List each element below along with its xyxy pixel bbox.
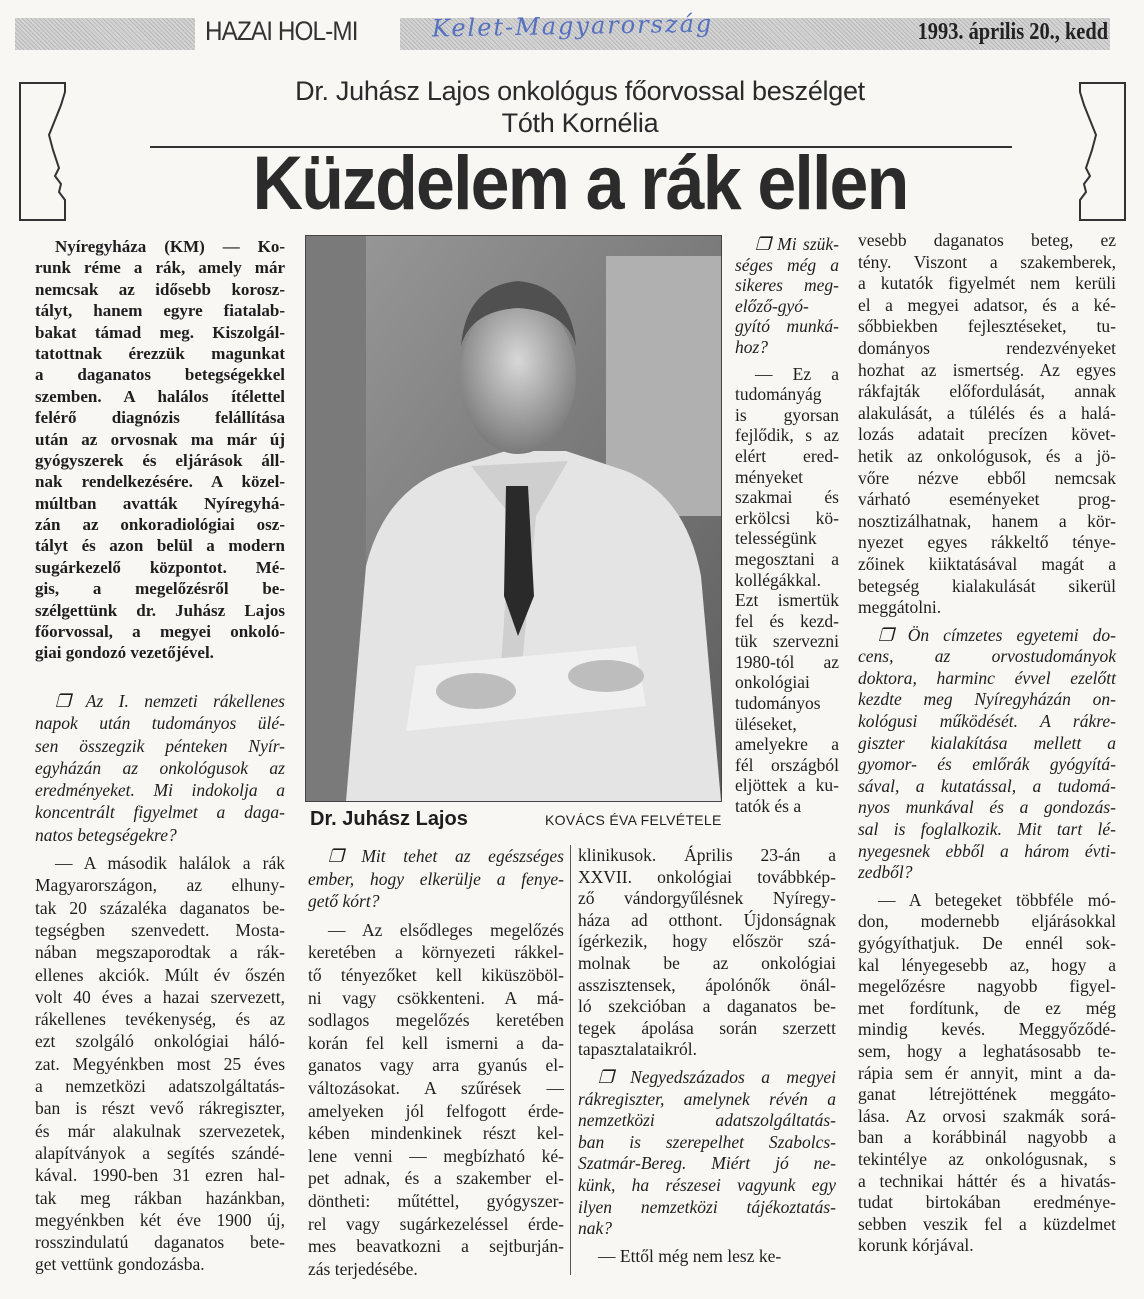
paragraph xyxy=(858,230,1116,619)
text-line: erkölcsi kö- xyxy=(735,507,839,528)
photo-credit: KOVÁCS ÉVA FELVÉTELE xyxy=(545,812,722,828)
text-line: tudat birtokában eredménye- xyxy=(858,1192,1116,1213)
text-line: lozás adatait precízen követ- xyxy=(858,424,1116,445)
text-line: vőre nézve ebből nemcsak xyxy=(858,467,1116,488)
text-line: nosztizálhatnak, hanem a kör- xyxy=(858,510,1116,531)
text-line: betegség kialakulását sikerül xyxy=(858,575,1116,596)
text-line: is gyorsan xyxy=(735,404,839,425)
text-line: tatók és a xyxy=(735,796,802,817)
text-line: runk réme a rák, amely már xyxy=(35,258,285,278)
text-line: tak 20 százaléka daganatos be- xyxy=(35,897,285,918)
text-line: Ezt ismertük xyxy=(735,590,839,611)
text-line: zás terjedésébe. xyxy=(308,1258,418,1279)
text-line: sal is foglalkozik. Mit tart lé- xyxy=(858,819,1116,840)
text-line: — Ez a xyxy=(755,363,839,384)
text-line: hetik az onkológusok, és a jö- xyxy=(858,445,1116,466)
paragraph xyxy=(35,236,285,664)
text-line: Szatmár-Bereg. Miért jó ne- xyxy=(578,1153,836,1174)
text-line: rápia sem ér annyit, mint a da- xyxy=(858,1062,1116,1083)
text-line: koncentrált figyelmet a daga- xyxy=(35,802,285,823)
text-line: kezdte meg Nyíregyházán on- xyxy=(858,689,1116,710)
text-line: keretében a környezeti rákkel- xyxy=(308,942,564,963)
text-line: hozhat az ismertség. Az egyes xyxy=(858,359,1116,380)
text-line: pet adnak, és a szakember el- xyxy=(308,1168,564,1189)
text-line: kával. 1990-ben 31 ezren hal- xyxy=(35,1165,285,1186)
text-line: után az orvosnak ma már új xyxy=(35,429,285,449)
handwritten-note: Kelet-Magyarország xyxy=(431,9,714,43)
text-line: lása. Az orvosi szakmák sorá- xyxy=(858,1105,1116,1126)
text-line: ilyen nemzetközi tájékoztatás- xyxy=(578,1196,836,1217)
text-line: nemcsak az idősebb korosz- xyxy=(35,279,285,299)
text-line: ményeket xyxy=(735,466,804,487)
text-line: — A második halálok a rák xyxy=(55,853,285,874)
text-line: — Az elsődleges megelőzés xyxy=(328,919,564,940)
text-line: zán az onkoradiológiai osz- xyxy=(35,515,285,535)
text-line: tekintélye az onkológusnak, s xyxy=(858,1148,1116,1169)
text-line: nyezet egyes rákkeltő ténye- xyxy=(858,532,1116,553)
text-line: séges még a xyxy=(735,254,839,275)
text-line: nában megszaporodtak a rák- xyxy=(35,942,285,963)
column-narrow xyxy=(735,234,839,823)
text-line: kollégákkal. xyxy=(735,569,822,590)
column-2 xyxy=(308,845,564,1286)
text-line: kal lényegesebb az, hogy a xyxy=(858,954,1116,975)
text-line: és már alakulnak szervezetek, xyxy=(35,1120,285,1141)
text-line: — Ettől még nem lesz ke- xyxy=(598,1245,782,1266)
question-paragraph xyxy=(578,1067,836,1240)
text-line: tegek ápolása során szerzett xyxy=(578,1017,836,1038)
text-line: sikeres meg- xyxy=(735,275,839,296)
text-line: ígérkezik, hogy először szá- xyxy=(578,931,836,952)
text-line: sebben veszik fel a küzdelmet xyxy=(858,1213,1116,1234)
headline: Küzdelem a rák ellen xyxy=(252,141,908,226)
text-line: a nemzetközi adatszolgáltatás- xyxy=(35,1076,285,1097)
text-line: lene venni — megbízható ké- xyxy=(308,1145,564,1166)
face-profile-left-icon xyxy=(15,80,75,225)
column-intro xyxy=(35,236,285,670)
text-line: mindig kevés. Meggyőződé- xyxy=(858,1019,1116,1040)
text-line: rákregiszter, amelynek révén a xyxy=(578,1088,836,1109)
text-line: meggátolni. xyxy=(858,597,942,618)
text-line: ember, hogy elkerülje a fenye- xyxy=(308,868,564,889)
text-line: 1980-tól az xyxy=(735,651,839,672)
text-line: eredményeket. Mi indokolja a xyxy=(35,780,285,801)
text-line: ban a korábbinál nagyobb a xyxy=(858,1127,1116,1148)
text-line: giszter kialakítása mellett a xyxy=(858,732,1116,753)
text-line: don, modernebb eljárásokkal xyxy=(858,911,1116,932)
text-line: alapítványok a segítés szándé- xyxy=(35,1142,285,1163)
text-line: sodlagos megelőzés keretében xyxy=(308,1010,564,1031)
text-line: sőbbiekben fejlesztéseket, tu- xyxy=(858,316,1116,337)
text-line: asszisztensek, ápolónők önál- xyxy=(578,974,836,995)
text-line: tudományos xyxy=(735,693,821,714)
text-line: ző vándorgyűlésnek Nyíregy- xyxy=(578,888,836,909)
text-line: a technikai háttér és a hivatás- xyxy=(858,1170,1116,1191)
text-line: korunk kórjával. xyxy=(858,1235,974,1256)
text-line: klinikusok. Április 23-án a xyxy=(578,845,836,865)
text-line: telességünk xyxy=(735,528,817,549)
text-line: mes beavatkozni a sejtburján- xyxy=(308,1236,564,1257)
paragraph xyxy=(308,919,564,1281)
text-line: tapasztalataikról. xyxy=(578,1039,698,1060)
text-line: változásokat. A szűrések — xyxy=(308,1077,564,1098)
portrait-photo xyxy=(305,235,722,802)
text-line: hoz? xyxy=(735,336,769,357)
text-line: Nyíregyháza (KM) — Ko- xyxy=(55,237,285,256)
header-texture-left xyxy=(15,18,195,50)
text-line: el a megyei adatsor, és a ké- xyxy=(858,294,1116,315)
section-title: HAZAI HOL-MI xyxy=(205,16,358,46)
text-line: főorvossal, a megyei onkoló- xyxy=(35,622,285,642)
text-line: nyegesnek ebből a három évti- xyxy=(858,840,1116,861)
text-line: Magyarországon, az elhuny- xyxy=(35,875,285,896)
text-line: tatottnak érezzük magunkat xyxy=(35,343,285,363)
text-line: fel és kezd- xyxy=(735,610,839,631)
column-rule xyxy=(570,845,571,1275)
text-line: előző-gyó- xyxy=(735,295,809,316)
byline-interviewee: Dr. Juhász Lajos onkológus főorvossal beszélget xyxy=(295,76,865,106)
text-line: tályt és azon belül a modern xyxy=(35,536,285,556)
text-line: tény. Viszont a szakemberek, xyxy=(858,251,1116,272)
text-line: kében mindenkinek részt kel- xyxy=(308,1123,564,1144)
text-line: amelyeken jól felfogott érde- xyxy=(308,1100,564,1121)
text-line: tegségben szenvedett. Mosta- xyxy=(35,919,285,940)
text-line: tályt, hanem egyre fiatalab- xyxy=(35,301,285,321)
text-line: múltban avatták Nyíregyhá- xyxy=(35,493,285,513)
text-line: ❐ Mit tehet az egészséges xyxy=(328,846,564,866)
text-line: szemben. A halálos ítélettel xyxy=(35,386,285,406)
text-line: sem, hogy a leghatásosabb te- xyxy=(858,1040,1116,1061)
paragraph xyxy=(578,845,836,1061)
text-line: natos betegségekre? xyxy=(35,824,177,845)
text-line: kológusi működését. A rákre- xyxy=(858,711,1116,732)
text-line: alakulását, a túlélés és a halá- xyxy=(858,402,1116,423)
text-line: sával, a kutatással, a tudomá- xyxy=(858,775,1116,796)
text-line: künk, ha részesei vagyunk egy xyxy=(578,1174,836,1195)
text-line: giai gondozó vezetőjével. xyxy=(35,643,214,663)
paragraph xyxy=(35,852,285,1276)
text-line: zőinek kiiktatásával magát a xyxy=(858,553,1116,574)
text-line: nak rendelkezésére. A közel- xyxy=(35,472,285,492)
text-line: bakat támad meg. Kiszolgál- xyxy=(35,322,285,342)
text-line: amelyekre a xyxy=(735,734,839,755)
paragraph xyxy=(578,1246,836,1268)
text-line: nyos munkával és a gondozás- xyxy=(858,797,1116,818)
text-line: gyomor- és emlőrák gyógyítá- xyxy=(858,754,1116,775)
text-line: ni vagy csökkenteni. A má- xyxy=(308,987,564,1008)
text-line: megosztani a xyxy=(735,548,839,569)
text-line: fél országból xyxy=(735,754,839,775)
text-line: zat. Megyénkben most 25 éves xyxy=(35,1053,285,1074)
text-line: XXVII. onkológiai továbbkép- xyxy=(578,866,836,887)
text-line: nak? xyxy=(578,1218,613,1239)
text-line: zedből? xyxy=(858,862,913,883)
text-line: gis, a megelőzésről be- xyxy=(35,579,285,599)
text-line: várható eseményeket prog- xyxy=(858,489,1116,510)
question-paragraph xyxy=(858,625,1116,884)
text-line: gető kórt? xyxy=(308,891,380,912)
paragraph xyxy=(858,890,1116,1257)
text-line: ❐ Az I. nemzeti rákellenes xyxy=(55,691,285,711)
text-line: dományos rendezvényeket xyxy=(858,337,1116,358)
text-line: szélgettünk dr. Juhász Lajos xyxy=(35,600,285,620)
text-line: rel vagy sugárkezeléssel érde- xyxy=(308,1213,564,1234)
text-line: tudományág xyxy=(735,384,822,405)
text-line: nemzetközi adatszolgáltatás- xyxy=(578,1110,836,1131)
paragraph xyxy=(735,364,839,817)
text-line: rosszindulatú daganatos bete- xyxy=(35,1232,285,1253)
text-line: gyító munká- xyxy=(735,316,839,337)
text-line: ❐ Mi szük- xyxy=(755,234,839,254)
text-line: szakmai és xyxy=(735,487,839,508)
text-line: tak meg rákban hazánkban, xyxy=(35,1187,285,1208)
text-line: ganatos vagy arra gyanús el- xyxy=(308,1055,564,1076)
text-line: egyházán az onkológusok az xyxy=(35,757,285,778)
text-line: tük szervezni xyxy=(735,631,839,652)
text-line: megelőzésre nagyobb figyel- xyxy=(858,976,1116,997)
issue-date: 1993. április 20., kedd xyxy=(917,19,1108,45)
text-line: ❐ Ön címzetes egyetemi do- xyxy=(878,624,1116,645)
text-line: sugárkezelő központot. Mé- xyxy=(35,557,285,577)
question-paragraph xyxy=(35,690,285,846)
text-line: rákellenes tevékenység, és az xyxy=(35,1009,285,1030)
text-line: elért ered- xyxy=(735,445,839,466)
column-1-interview xyxy=(35,690,285,1282)
text-line: korán fel kell ismerni a da- xyxy=(308,1032,564,1053)
text-line: vesebb daganatos beteg, ez xyxy=(858,230,1116,250)
text-line: rákfajták előfordulását, annak xyxy=(858,381,1116,402)
text-line: molnak be az onkológiai xyxy=(578,952,836,973)
text-line: döntheti: műtéttel, gyógyszer- xyxy=(308,1190,564,1211)
text-line: gyógyíthatjuk. De ennél sok- xyxy=(858,933,1116,953)
text-line: megyénkben két éve 1900 új, xyxy=(35,1209,285,1230)
photo-caption: Dr. Juhász Lajos xyxy=(310,808,468,830)
text-line: háza ad otthont. Újdonságnak xyxy=(578,909,836,930)
text-line: ellenes akciók. Múlt év őszén xyxy=(35,964,285,985)
text-line: cens, az orvostudományok xyxy=(858,646,1116,667)
text-line: eljöttek a ku- xyxy=(735,775,839,796)
text-line: a kutatók figyelmét nem kerüli xyxy=(858,273,1116,294)
text-line: doktora, harminc évvel ezelőtt xyxy=(858,667,1116,688)
text-line: volt 40 éves a hazai szervezett, xyxy=(35,986,285,1007)
text-line: ló szekcióban a daganatos be- xyxy=(578,996,836,1017)
question-paragraph xyxy=(735,234,839,358)
text-line: üléseket, xyxy=(735,713,797,734)
text-line: sen összegzik pénteken Nyír- xyxy=(35,735,285,756)
text-line: met fordítunk, de ez még xyxy=(858,997,1116,1018)
text-line: ganat létrejöttének meggáto- xyxy=(858,1084,1116,1105)
text-line: gyógyszerek és eljárások áll- xyxy=(35,450,285,470)
text-line: a daganatos betegségekkel xyxy=(35,365,285,385)
text-line: ban is részt vevő rákregiszter, xyxy=(35,1098,285,1119)
text-line: fejlődik, s az xyxy=(735,425,839,446)
question-paragraph xyxy=(308,845,564,913)
text-line: ban is szerepelhet Szabolcs- xyxy=(578,1131,836,1152)
face-profile-right-icon xyxy=(1070,80,1130,225)
text-line: ❐ Negyedszázados a megyei xyxy=(598,1066,836,1087)
text-line: get vettünk gondozásba. xyxy=(35,1254,205,1275)
text-line: napok után tudományos ülé- xyxy=(35,713,285,734)
text-line: — A betegeket többféle mó- xyxy=(878,889,1116,910)
byline-author: Tóth Kornélia xyxy=(501,108,659,138)
column-3 xyxy=(578,845,836,1273)
text-line: onkológiai xyxy=(735,672,810,693)
text-line: tő tényezőket kell kiküszöböl- xyxy=(308,964,564,985)
column-5 xyxy=(858,230,1116,1263)
text-line: felérő diagnózis felállítása xyxy=(35,408,285,428)
text-line: ezt szolgáló onkológiai háló- xyxy=(35,1031,285,1052)
